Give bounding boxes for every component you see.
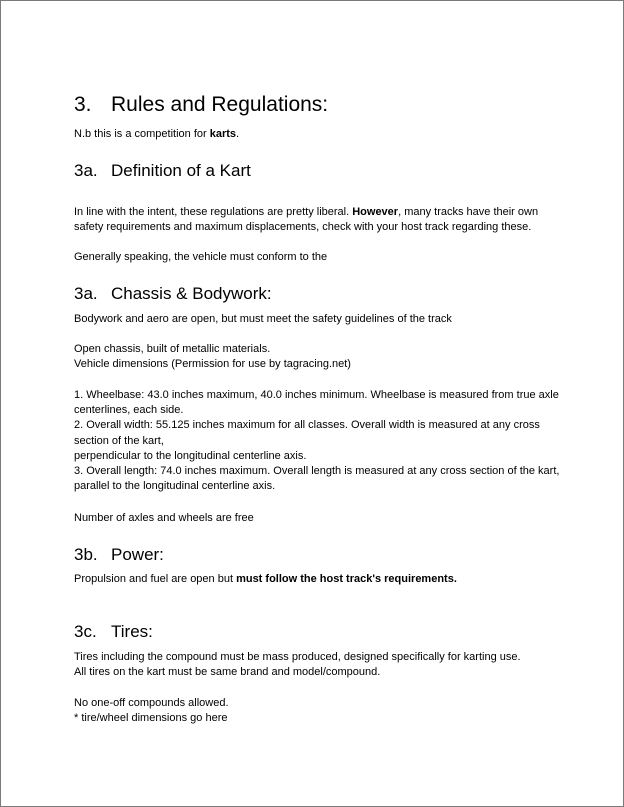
section-title: Rules and Regulations: — [111, 93, 329, 116]
dimension-item: perpendicular to the longitudinal centerline axis. — [74, 449, 307, 462]
definition-text-rest: , many tracks have their own safety requirements and maximum displacements, check with your host track regarding these. — [74, 206, 539, 234]
section-title: Definition of a Kart — [111, 161, 251, 180]
section-title: Chassis & Bodywork: — [111, 284, 272, 303]
definition-paragraph-2: Generally speaking, the vehicle must conform to the — [74, 251, 328, 263]
tires-line: Tires including the compound must be mass produced, designed specifically for karting use. — [74, 651, 521, 663]
dimension-item: 3. Overall length: 74.0 inches maximum. Overall length is measured at any cross section of the kart, parallel to the longitudinal centerline axis. — [74, 465, 560, 493]
note-bold: karts — [209, 128, 237, 140]
section-number: 3a. — [74, 161, 98, 180]
tires-line: * tire/wheel dimensions go here — [74, 712, 228, 725]
tires-line: No one-off compounds allowed. — [74, 697, 229, 709]
note-suffix: . — [236, 128, 240, 140]
tires-line: All tires on the kart must be same brand and model/compound. — [74, 666, 381, 679]
section-heading-definition — [74, 161, 251, 181]
tires-paragraph-2 — [74, 696, 564, 726]
dimension-item: 2. Overall width: 55.125 inches maximum for all classes. Overall width is measured at any cross section of the kart, — [74, 419, 540, 447]
competition-note — [74, 127, 564, 142]
dimensions-list — [74, 388, 564, 494]
section-number: 3a. — [74, 284, 98, 303]
note-prefix: N.b this is a competition for — [74, 128, 210, 140]
section-heading-tires — [74, 622, 153, 642]
section-title: Power: — [111, 545, 164, 564]
chassis-line: Vehicle dimensions (Permission for use by tagracing.net) — [74, 358, 351, 371]
dimension-item: 1. Wheelbase: 43.0 inches maximum, 40.0 inches minimum. Wheelbase is measured from true axle centerlines, each side. — [74, 389, 559, 417]
section-number: 3. — [74, 93, 92, 116]
power-paragraph — [74, 572, 564, 587]
section-heading-rules — [74, 93, 328, 117]
power-text: Propulsion and fuel are open but — [74, 573, 237, 585]
axles-paragraph: Number of axles and wheels are free — [74, 512, 254, 524]
definition-text: In line with the intent, these regulations are pretty liberal. — [74, 206, 353, 218]
definition-paragraph — [74, 205, 564, 235]
chassis-paragraph-2 — [74, 342, 564, 372]
chassis-paragraph-1: Bodywork and aero are open, but must meet the safety guidelines of the track — [74, 313, 452, 325]
section-number: 3c. — [74, 622, 97, 641]
definition-bold: However — [352, 206, 399, 218]
chassis-line: Open chassis, built of metallic materials. — [74, 343, 271, 355]
tires-paragraph-1 — [74, 650, 564, 680]
section-heading-power — [74, 545, 164, 565]
power-bold: must follow the host track's requirements. — [236, 573, 457, 585]
section-heading-chassis — [74, 284, 272, 304]
section-number: 3b. — [74, 545, 98, 564]
section-title: Tires: — [111, 622, 153, 641]
